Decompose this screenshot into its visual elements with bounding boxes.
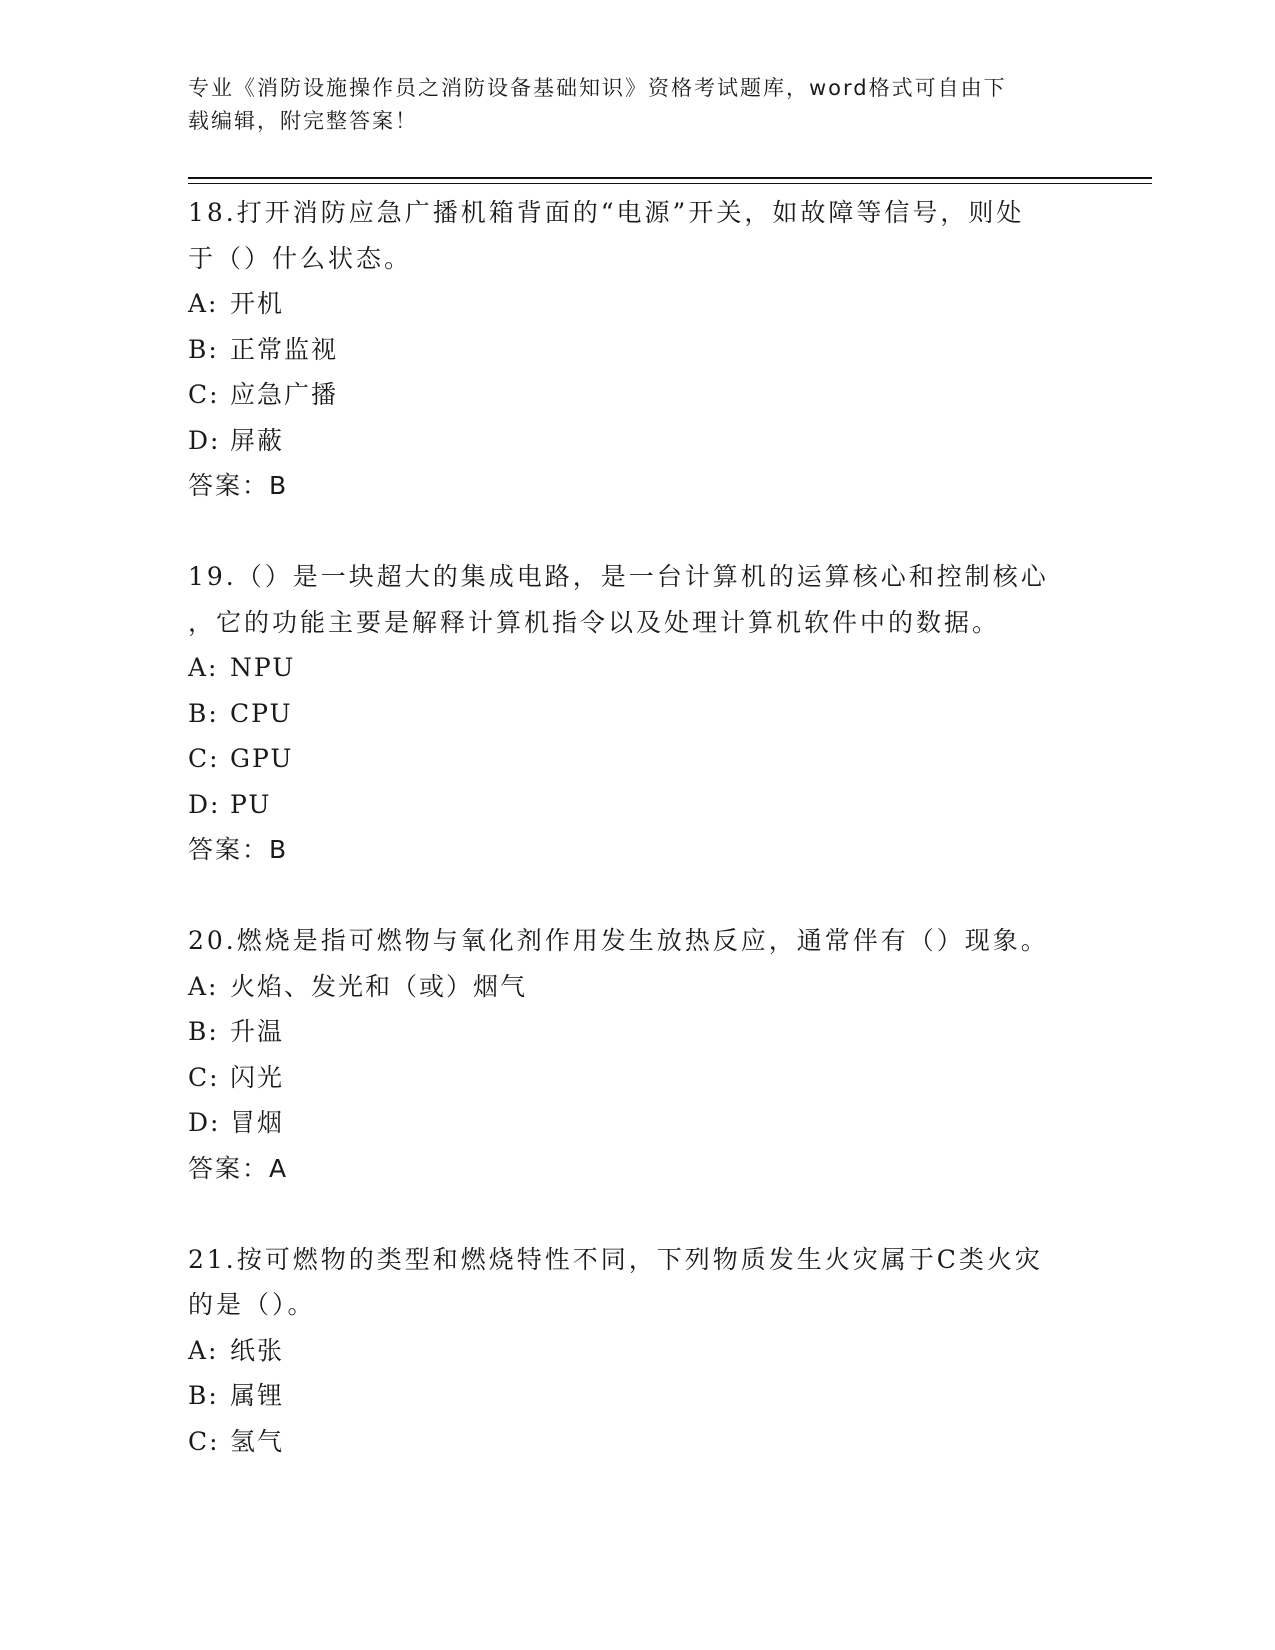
- option-d: [188, 1100, 1088, 1146]
- option-text: GPU: [230, 744, 294, 773]
- question-19: [188, 554, 1088, 873]
- question-text-line: 20.燃烧是指可燃物与氧化剂作用发生放热反应，通常伴有（）现象。: [188, 926, 1049, 955]
- option-text: CPU: [230, 698, 293, 728]
- option-text: NPU: [230, 653, 296, 682]
- option-text: 闪光: [230, 1062, 285, 1092]
- question-list: [188, 190, 1088, 1464]
- question-text-line: 19.（）是一块超大的集成电路，是一台计算机的运算核心和控制核心: [188, 562, 1049, 591]
- option-c: [188, 1419, 1088, 1465]
- option-c: [188, 372, 1088, 418]
- question-21: [188, 1237, 1088, 1465]
- question-spacer: [188, 509, 1088, 555]
- option-a: [188, 281, 1088, 327]
- option-c: [188, 736, 1088, 782]
- option-b: [188, 691, 1088, 737]
- question-text-line: 21.按可燃物的类型和燃烧特性不同，下列物质发生火灾属于C类火灾: [188, 1244, 1043, 1274]
- option-text: 氢气: [230, 1426, 285, 1456]
- option-text: 纸张: [230, 1335, 285, 1365]
- option-key: D:: [188, 789, 221, 819]
- header-line-2: 载编辑，附完整答案！: [188, 109, 418, 133]
- answer-line: 答案：B: [188, 471, 289, 500]
- option-a: [188, 964, 1088, 1010]
- option-key: D:: [188, 425, 221, 455]
- option-b: [188, 1373, 1088, 1419]
- option-b: [188, 1009, 1088, 1055]
- option-text: 开机: [230, 289, 285, 318]
- question-20: [188, 918, 1088, 1191]
- option-key: A:: [188, 1335, 219, 1365]
- option-key: C:: [188, 744, 220, 773]
- question-text-line: 于（）什么状态。: [188, 243, 413, 273]
- option-a: [188, 645, 1088, 691]
- option-key: A:: [188, 653, 219, 682]
- document-header: [188, 72, 1068, 138]
- option-key: B:: [188, 334, 219, 364]
- option-b: [188, 327, 1088, 373]
- option-c: [188, 1055, 1088, 1101]
- option-text: PU: [230, 789, 272, 819]
- question-18: [188, 190, 1088, 509]
- option-key: B:: [188, 698, 219, 728]
- question-text-line: 18.打开消防应急广播机箱背面的“电源”开关，如故障等信号，则处: [188, 198, 1025, 227]
- option-key: D:: [188, 1108, 221, 1137]
- option-key: B:: [188, 1017, 219, 1046]
- option-text: 火焰、发光和（或）烟气: [230, 971, 528, 1001]
- option-text: 正常监视: [230, 334, 339, 364]
- option-a: [188, 1328, 1088, 1374]
- option-text: 屏蔽: [230, 425, 285, 455]
- header-line-1: 专业《消防设施操作员之消防设备基础知识》资格考试题库，word格式可自由下: [188, 76, 1007, 100]
- option-key: C:: [188, 380, 220, 409]
- option-key: C:: [188, 1062, 220, 1092]
- option-key: B:: [188, 1381, 219, 1410]
- answer-line: 答案：B: [188, 835, 289, 864]
- option-d: [188, 782, 1088, 828]
- question-spacer: [188, 873, 1088, 919]
- option-d: [188, 418, 1088, 464]
- option-text: 应急广播: [230, 380, 339, 409]
- option-text: 升温: [230, 1017, 285, 1046]
- header-divider-thick: [188, 177, 1152, 179]
- question-text-line: ，它的功能主要是解释计算机指令以及处理计算机软件中的数据。: [188, 607, 1001, 637]
- option-key: A:: [188, 289, 219, 318]
- option-text: 冒烟: [230, 1108, 285, 1137]
- option-text: 属锂: [230, 1381, 285, 1410]
- question-text-line: 的是（）。: [188, 1290, 316, 1319]
- option-key: C:: [188, 1426, 220, 1456]
- answer-line: 答案：A: [188, 1153, 289, 1183]
- header-divider-thin: [188, 183, 1152, 184]
- option-key: A:: [188, 971, 219, 1001]
- question-spacer: [188, 1191, 1088, 1237]
